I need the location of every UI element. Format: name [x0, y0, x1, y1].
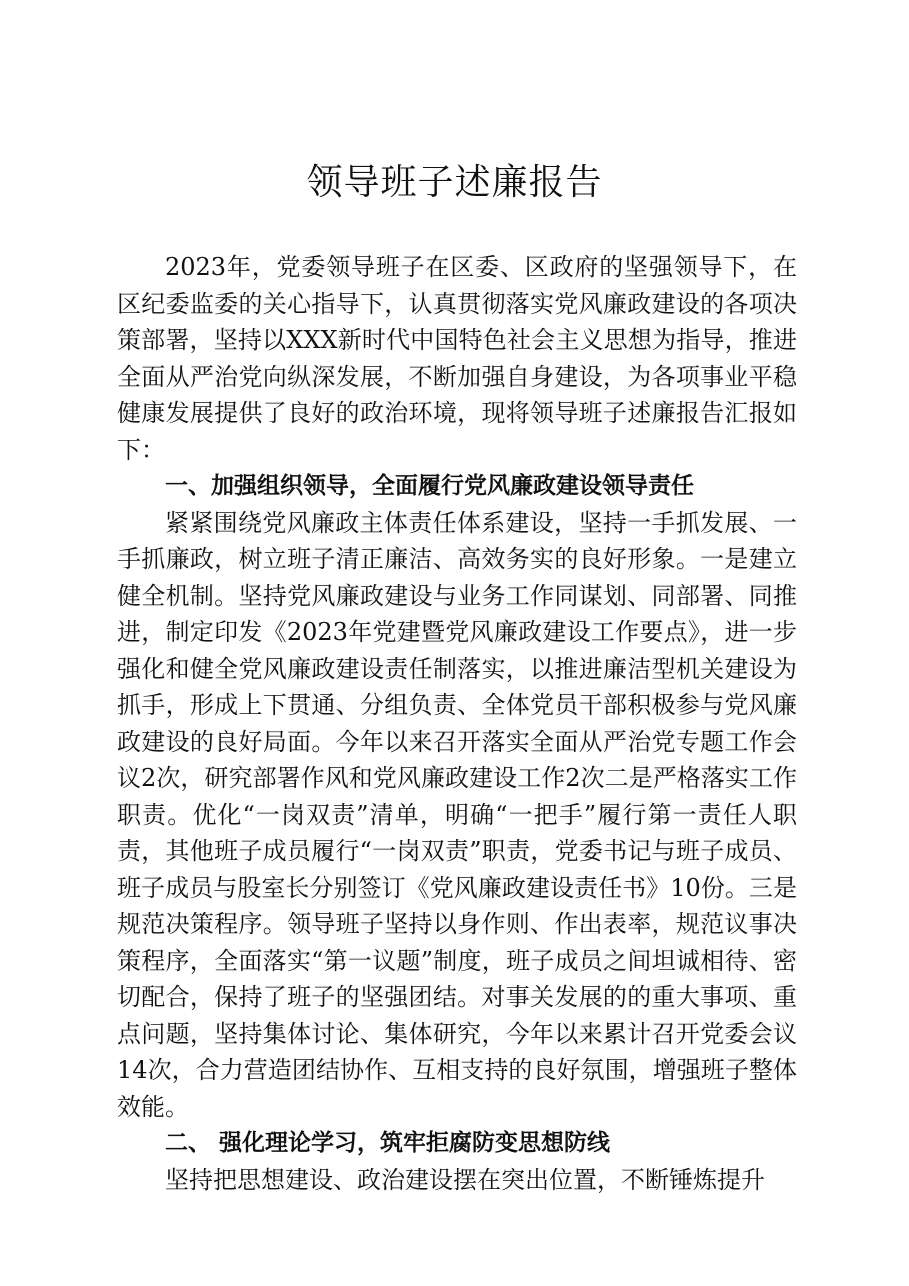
document-body	[117, 249, 797, 1198]
section-2-heading: 二、 强化理论学习，筑牢拒腐防变思想防线	[165, 1130, 611, 1156]
intro-paragraph: 2023年，党委领导班子在区委、区政府的坚强领导下，在区纪委监委的关心指导下，认真贯彻落实党风廉政建设的各项决策部署，坚持以XXX新时代中国特色社会主义思想为指导，推进全面从严治党向纵深发展，不断加强自身建设，为各项事业平稳健康发展提供了良好的政治环境，现将领导班子述廉报告汇报如下：	[117, 253, 797, 464]
section-2-paragraph: 坚持把思想建设、政治建设摆在突出位置，不断锤炼提升	[165, 1165, 765, 1194]
section-1-heading: 一、加强组织领导，全面履行党风廉政建设领导责任	[165, 473, 694, 499]
section-1-paragraph: 紧紧围绕党风廉政主体责任体系建设，坚持一手抓发展、一手抓廉政，树立班子清正廉洁、高效务实的良好形象。一是建立健全机制。坚持党风廉政建设与业务工作同谋划、同部署、同推进，制定印发《2023年党建暨党风廉政建设工作要点》，进一步强化和健全党风廉政建设责任制落实，以推进廉洁型机关建设为抓手，形成上下贯通、分组负责、全体党员干部积极参与党风廉政建设的良好局面。今年以来召开落实全面从严治党专题工作会议2次，研究部署作风和党风廉政建设工作2次二是严格落实工作职责。优化“一岗双责”清单，明确“一把手”履行第一责任人职责，其他班子成员履行“一岗双责”职责，党委书记与班子成员、班子成员与股室长分别签订《党风廉政建设责任书》10份。三是规范决策程序。领导班子坚持以身作则、作出表率，规范议事决策程序，全面落实“第一议题”制度，班子成员之间坦诚相待、密切配合，保持了班子的坚强团结。对事关发展的的重大事项、重点问题，坚持集体讨论、集体研究，今年以来累计召开党委会议14次，合力营造团结协作、互相支持的良好氛围，增强班子整体效能。	[117, 508, 797, 1121]
document-title: 领导班子述廉报告	[306, 162, 603, 203]
